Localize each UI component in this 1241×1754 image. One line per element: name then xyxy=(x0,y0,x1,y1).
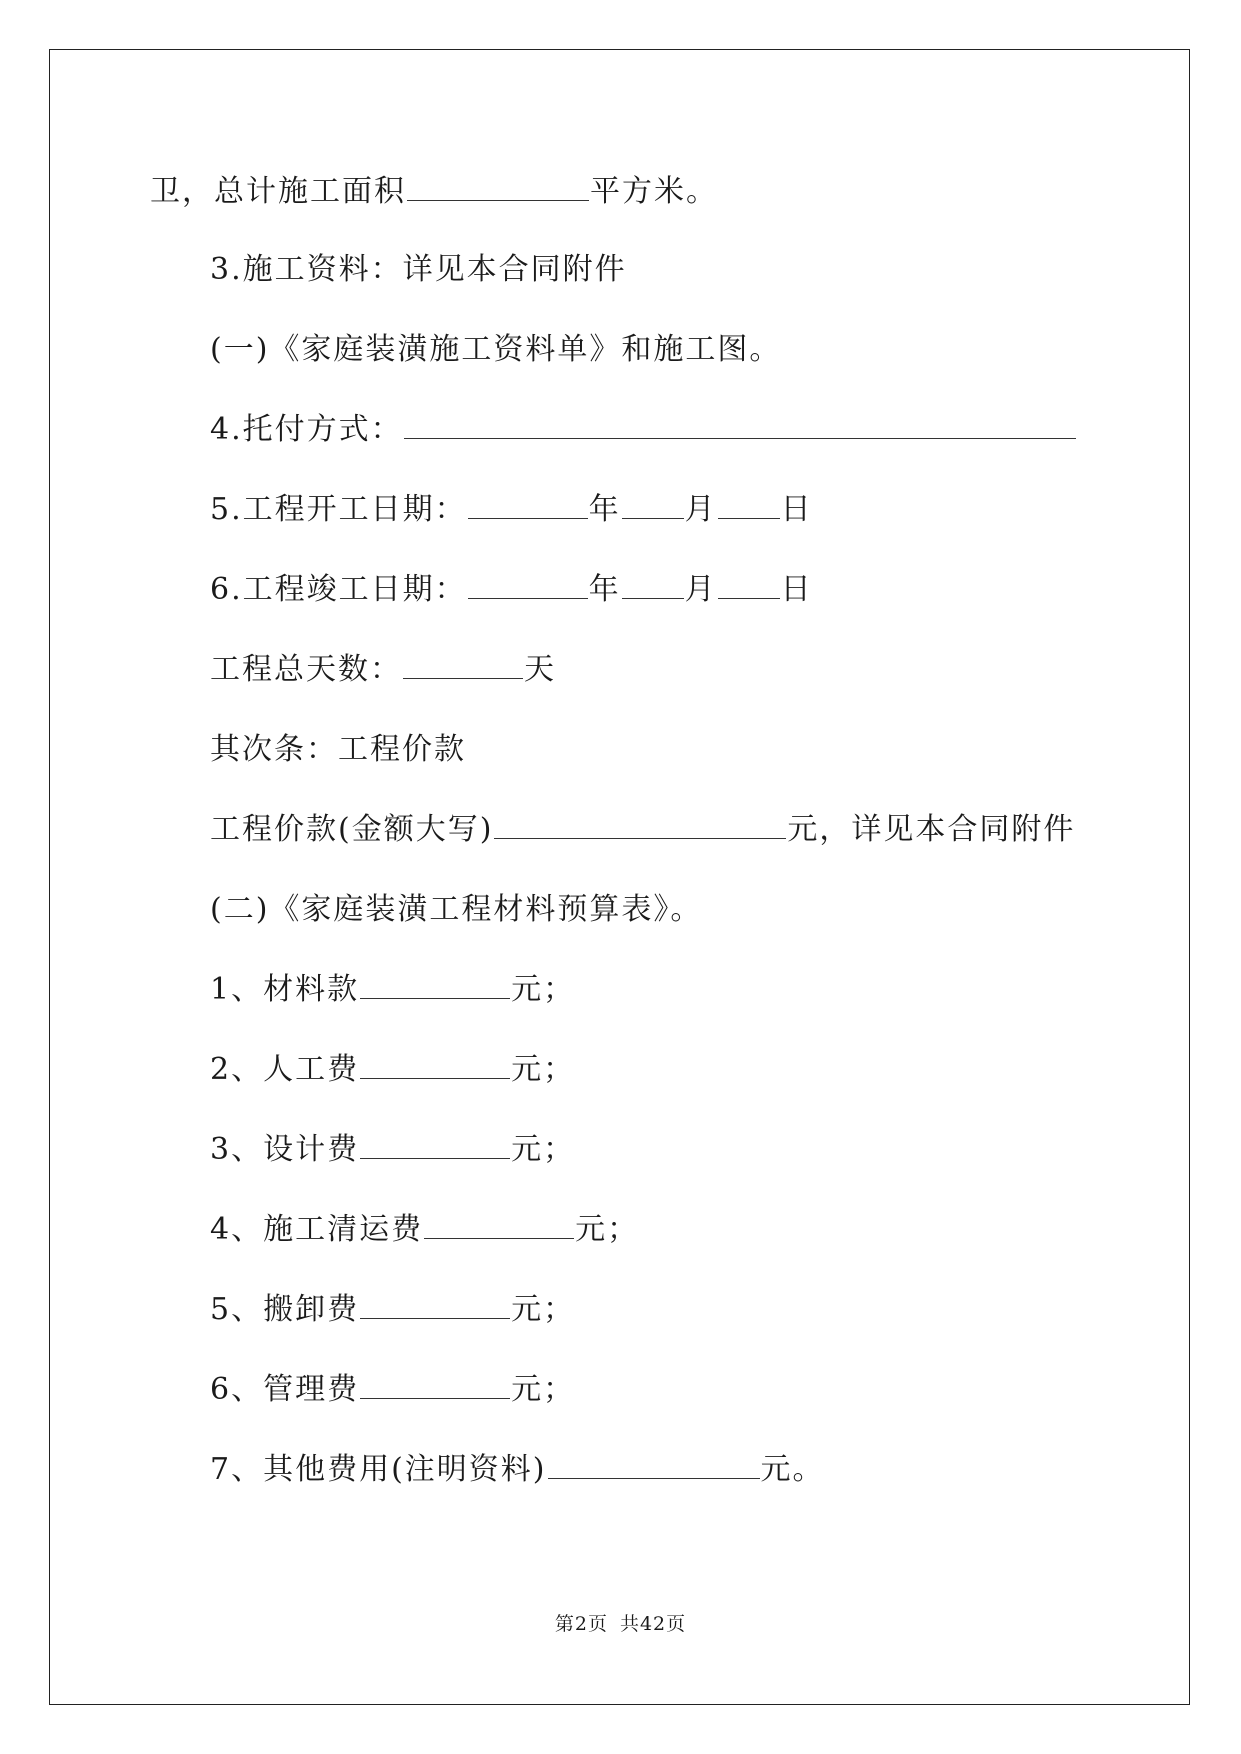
area-line xyxy=(150,172,718,212)
day-label: 日 xyxy=(780,492,813,527)
fee-blank[interactable] xyxy=(548,1450,760,1479)
article-two-heading: 其次条：工程价款 xyxy=(210,732,466,767)
fee-unit: 元； xyxy=(511,1052,576,1087)
fee-unit: 元； xyxy=(511,972,576,1007)
total-days-unit: 天 xyxy=(524,652,556,687)
price-line xyxy=(210,810,1075,850)
end-month-blank[interactable] xyxy=(622,570,684,599)
fee-item-material xyxy=(210,970,575,1010)
entrust-method-blank[interactable] xyxy=(404,410,1076,439)
year-label: 年 xyxy=(588,572,621,607)
fee-item-cleanup xyxy=(210,1210,639,1250)
fee-unit: 元。 xyxy=(760,1452,825,1487)
end-year-blank[interactable] xyxy=(468,570,588,599)
fee-blank[interactable] xyxy=(424,1210,574,1239)
total-days-blank[interactable] xyxy=(403,650,523,679)
price-unit: 元，详见本合同附件 xyxy=(787,812,1076,847)
fee-item-management xyxy=(210,1370,575,1410)
end-date-line xyxy=(210,570,813,610)
attachment-one-line: (一)《家庭装潢施工资料单》和施工图。 xyxy=(210,332,782,367)
area-blank[interactable] xyxy=(407,172,589,201)
page-total: 共42页 xyxy=(619,1613,687,1635)
area-label: 卫，总计施工面积 xyxy=(150,174,406,209)
fee-label: 4、施工清运费 xyxy=(210,1212,424,1247)
fee-unit: 元； xyxy=(511,1372,576,1407)
start-month-blank[interactable] xyxy=(622,490,684,519)
month-label: 月 xyxy=(684,572,717,607)
fee-unit: 元； xyxy=(511,1292,576,1327)
fee-item-design xyxy=(210,1130,575,1170)
fee-blank[interactable] xyxy=(360,970,510,999)
fee-label: 1、材料款 xyxy=(210,972,360,1007)
page-number: 第2页 xyxy=(554,1613,608,1635)
area-unit: 平方米。 xyxy=(590,174,718,209)
fee-label: 2、人工费 xyxy=(210,1052,360,1087)
start-year-blank[interactable] xyxy=(468,490,588,519)
start-day-blank[interactable] xyxy=(718,490,780,519)
fee-item-labor xyxy=(210,1050,575,1090)
fee-unit: 元； xyxy=(511,1132,576,1167)
fee-blank[interactable] xyxy=(360,1290,510,1319)
day-label: 日 xyxy=(780,572,813,607)
fee-blank[interactable] xyxy=(360,1130,510,1159)
end-date-label: 6.工程竣工日期： xyxy=(210,572,467,607)
materials-line: 3.施工资料：详见本合同附件 xyxy=(210,252,627,287)
fee-item-other xyxy=(210,1450,825,1490)
fee-label: 3、设计费 xyxy=(210,1132,360,1167)
fee-item-handling xyxy=(210,1290,575,1330)
year-label: 年 xyxy=(588,492,621,527)
fee-blank[interactable] xyxy=(360,1370,510,1399)
start-date-label: 5.工程开工日期： xyxy=(210,492,467,527)
fee-label: 5、搬卸费 xyxy=(210,1292,360,1327)
total-days-line xyxy=(210,650,556,690)
month-label: 月 xyxy=(684,492,717,527)
fee-unit: 元； xyxy=(575,1212,640,1247)
total-days-label: 工程总天数： xyxy=(210,652,402,687)
entrust-method-line xyxy=(210,410,1077,450)
fee-blank[interactable] xyxy=(360,1050,510,1079)
start-date-line xyxy=(210,490,813,530)
price-blank[interactable] xyxy=(494,810,786,839)
page-footer xyxy=(0,1612,1241,1636)
fee-label: 6、管理费 xyxy=(210,1372,360,1407)
entrust-method-label: 4.托付方式： xyxy=(210,412,403,447)
fee-label: 7、其他费用(注明资料) xyxy=(210,1452,547,1487)
end-day-blank[interactable] xyxy=(718,570,780,599)
price-label: 工程价款(金额大写) xyxy=(210,812,494,847)
attachment-two-line: (二)《家庭装潢工程材料预算表》。 xyxy=(210,892,703,927)
